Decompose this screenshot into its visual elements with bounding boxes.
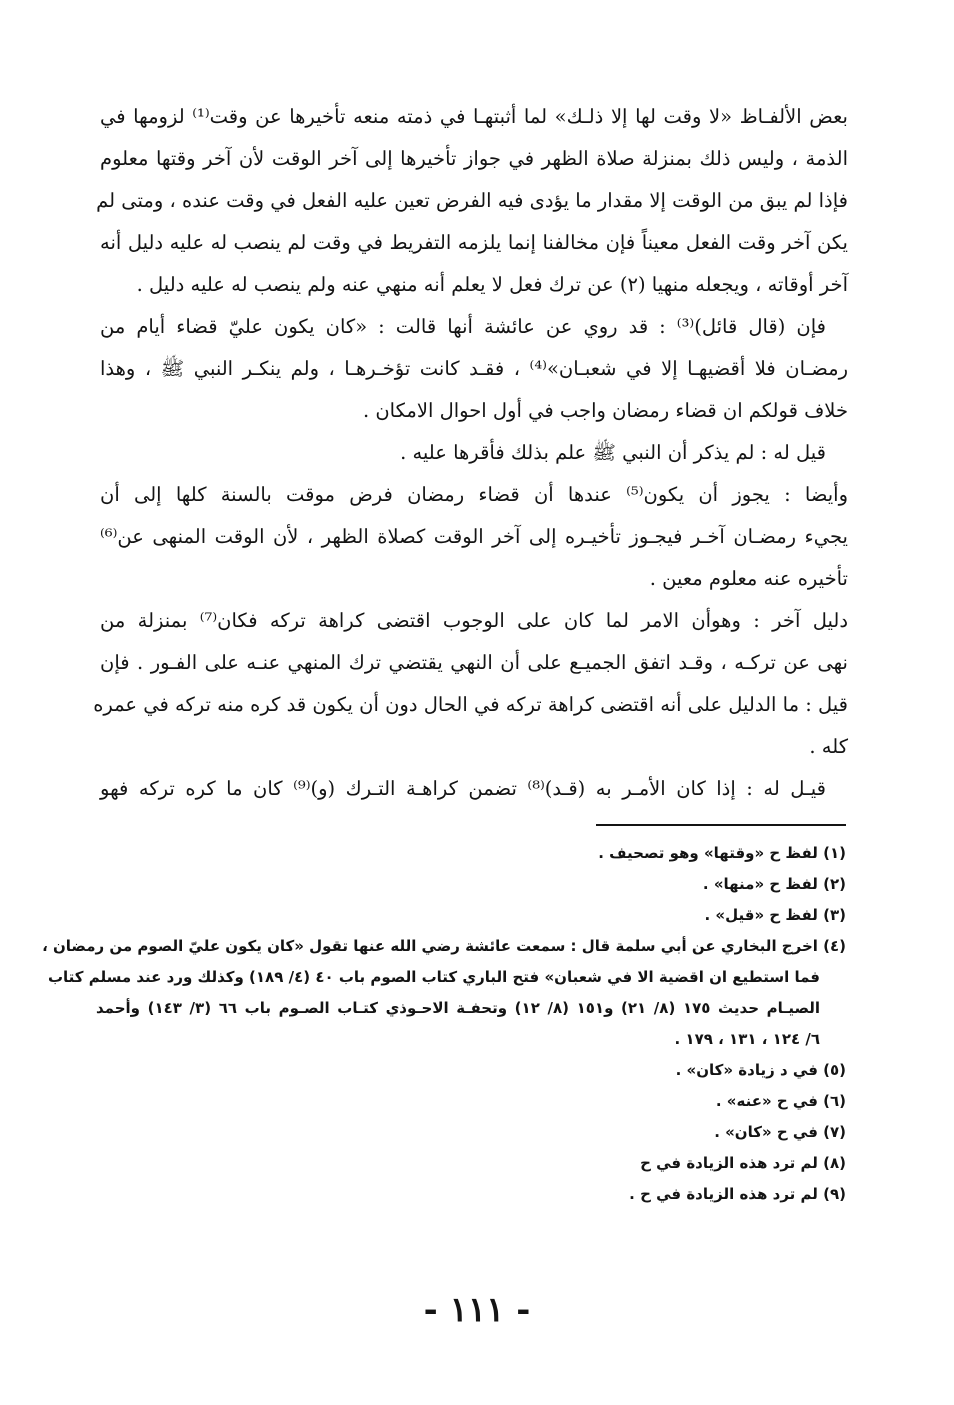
footnote-2: (٢) لفظ ح «منها» . [702,875,846,893]
body-line-7: رمضـان فلا أقضيهـا إلا في شعبـان»⁽⁴⁾ ، فقـد كانت تؤخـرهـا ، ولم ينكـر النبي ﷺ ، وهذا [100,357,849,380]
body-line-3: فإذا لم يبق من الوقت إلا مقدار ما يؤدى فيه الفرض تعين عليه الفعل في وقت عنده ، ومتى لم [96,189,848,212]
footnote-3: (٣) لفظ ح «قيل» . [704,906,846,924]
footnote-4: (٤) اخرج البخاري عن أبي سلمة قال : سمعت عائشة رضي الله عنها تقول «كان يكون عليّ الصوم من رمضان ، [42,937,846,955]
body-line-11: يجيء رمضـان آخـر فيجـوز تأخيـره إلى آخر الوقت كصلاة الظهر ، لأن الوقت المنهى عن⁽⁶⁾ [100,525,848,548]
body-line-16: كله . [809,735,848,758]
body-line-12: تأخيره عنه معلوم معين . [649,567,848,590]
page-number: - ١١١ - [423,1290,531,1330]
body-line-13: دليل آخر : وهوأن الامر لما كان على الوجوب اقتضى كراهة تركه فكان⁽⁷⁾ بمنزلة من [100,609,849,632]
body-line-1: بعض الألفـاظ «لا وقت لها إلا ذلـك» لما أثبتهـا في ذمته منعه تأخيرها عن وقت⁽¹⁾ لزومها في [100,105,848,128]
body-line-2: الذمة ، وليس ذلك بمنزلة صلاة الظهر في جواز تأخيرها إلى آخر الوقت لأن آخر وقتها معلوم [100,147,848,170]
footnote-7: (٧) في ح «كان» . [714,1123,846,1141]
footnote-separator [596,824,846,826]
body-line-17: قيـل له : إذا كان الأمـر به (قـد)⁽⁸⁾ تضمن كراهـة التـرك (و)⁽⁹⁾ كان ما كره تركه فهو [100,777,826,800]
footnotes-block [42,838,846,1210]
footnote-6: (٦) في ح «عنه» . [715,1092,846,1110]
body-line-15: قيل : ما الدليل على أنه اقتضى كراهة تركه في الحال دون أن يكون قد كره منه تركه في عمره [93,693,848,716]
footnote-4-cont-1: فما استطيع ان اقضية الا في شعبان» فتح الباري كتاب الصوم باب ٤٠ (٤/ ١٨٩) وكذلك ورد عند مسلم كتاب [47,968,820,986]
body-line-8: خلاف قولكم ان قضاء رمضان واجب في أول احوال الامكان . [362,399,848,422]
body-line-5: آخر أوقاته ، ويجعله منهيا (٢) عن ترك فعل لا يعلم أنه منهي عنه ولم ينصب له عليه دليل . [136,273,848,296]
main-text-block [93,96,849,810]
body-line-9: قيل له : لم يذكر أن النبي ﷺ علم بذلك فأقرها عليه . [400,441,826,464]
body-line-4: يكن آخر وقت الفعل معيناً فإن مخالفنا إنما يلزمه التفريط في وقت لم ينصب له عليه دليل أنه [100,231,848,254]
footnote-9: (٩) لم ترد هذه الزيادة في ح . [629,1185,846,1203]
footnote-8: (٨) لم ترد هذه الزيادة في ح [640,1154,846,1172]
body-line-10: وأيضا : يجوز أن يكون⁽⁵⁾ عندها أن قضاء رمضان فرض موقت بالسنة كلها إلى أن [100,483,848,506]
body-line-6: فإن (قال قائل)⁽³⁾ : قد روي عن عائشة أنها قالت : «كان يكون عليّ قضاء أيام من [100,315,826,338]
footnote-1: (١) لفظ ح «وقتها» وهو تصحيف . [598,844,846,862]
footnote-5: (٥) في د زيادة «كان» . [675,1061,846,1079]
footnote-4-cont-2: الصيـام حديث ١٧٥ (٨/ ٢١) و١٥١ (٨/ ١٢) وتحفـة الاحـوذي كتـاب الصـوم باب ٦٦ (٣/ ١٤٣) وأحمد [96,999,821,1017]
body-line-14: نهى عن تركـه ، وقـد اتفق الجميـع على أن النهي يقتضي ترك المنهي عنـه على الفـور . فإن [100,651,848,674]
footnote-4-cont-3: ٦/ ١٢٤ ، ١٣١ ، ١٧٩ . [674,1030,820,1048]
